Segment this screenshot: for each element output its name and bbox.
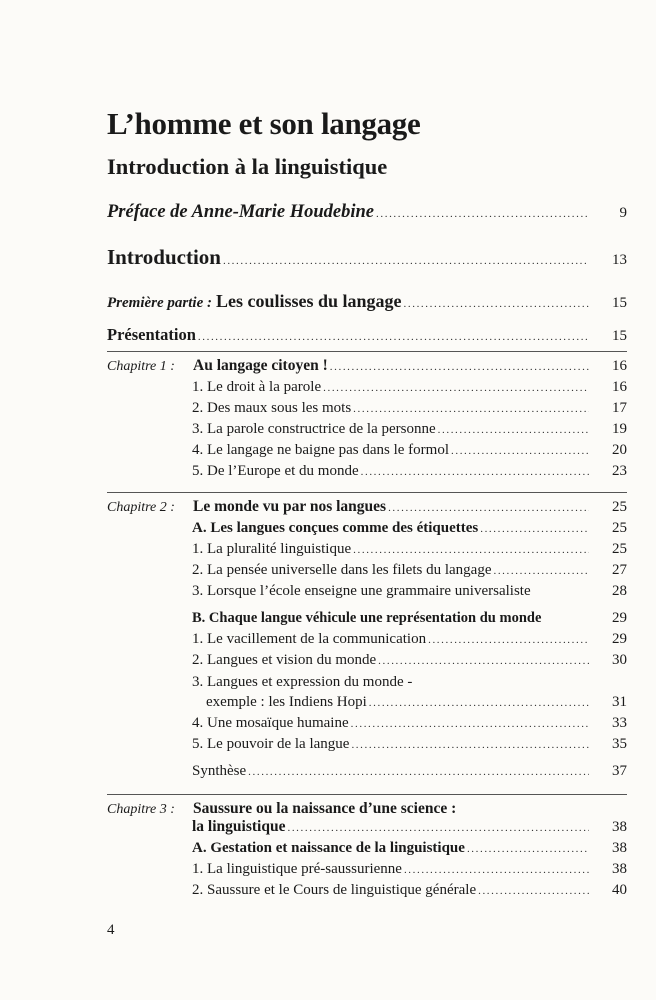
toc-page: 15 bbox=[612, 328, 627, 344]
toc-label: 3. La parole constructrice de la personne bbox=[192, 421, 436, 437]
toc-subentry[interactable] bbox=[192, 674, 627, 691]
leader-dots bbox=[248, 766, 589, 778]
toc-page: 13 bbox=[612, 252, 627, 268]
leader-dots bbox=[351, 718, 589, 730]
leader-dots bbox=[353, 403, 589, 415]
chapter-prefix: Chapitre 3 : bbox=[107, 802, 175, 817]
toc-section-a[interactable] bbox=[192, 520, 627, 537]
toc-entry-part1[interactable] bbox=[107, 291, 627, 312]
toc-subentry[interactable] bbox=[192, 631, 627, 648]
leader-dots bbox=[478, 885, 589, 897]
toc-subentry[interactable] bbox=[192, 715, 627, 732]
toc-page: 30 bbox=[612, 652, 627, 668]
toc-page: 20 bbox=[612, 442, 627, 458]
leader-dots bbox=[428, 634, 589, 646]
toc-entry-chapter1[interactable] bbox=[107, 357, 627, 375]
toc-label: 5. Le pouvoir de la langue bbox=[192, 736, 350, 752]
toc-page: 28 bbox=[612, 583, 627, 599]
toc-page: 37 bbox=[612, 763, 627, 779]
toc-entry-chapter2[interactable] bbox=[107, 498, 627, 516]
toc-subentry[interactable] bbox=[192, 583, 627, 600]
divider bbox=[107, 351, 627, 352]
toc-label: 3. Langues et expression du monde - bbox=[192, 674, 413, 690]
toc-page: 31 bbox=[612, 694, 627, 710]
leader-dots bbox=[323, 382, 589, 394]
toc-entry-introduction[interactable] bbox=[107, 245, 627, 270]
toc-subentry[interactable] bbox=[192, 463, 627, 480]
toc-page: 17 bbox=[612, 400, 627, 416]
leader-dots bbox=[388, 502, 589, 514]
toc-subentry[interactable] bbox=[192, 400, 627, 417]
book-subtitle: Introduction à la linguistique bbox=[107, 154, 388, 179]
leader-dots bbox=[451, 445, 589, 457]
toc-page: 25 bbox=[612, 499, 627, 515]
leader-dots bbox=[351, 739, 589, 751]
leader-dots bbox=[467, 843, 589, 855]
toc-label: A. Gestation et naissance de la linguistique bbox=[192, 840, 465, 856]
leader-dots bbox=[330, 361, 589, 373]
toc-subentry[interactable] bbox=[192, 379, 627, 396]
chapter-prefix: Chapitre 1 : bbox=[107, 359, 175, 374]
divider bbox=[107, 794, 627, 795]
toc-subentry[interactable] bbox=[192, 421, 627, 438]
chapter-prefix: Chapitre 2 : bbox=[107, 500, 175, 515]
book-title: L’homme et son langage bbox=[107, 106, 421, 141]
toc-label: 1. La linguistique pré-saussurienne bbox=[192, 861, 402, 877]
toc-page: 9 bbox=[619, 205, 627, 221]
chapter-title-cont: la linguistique bbox=[192, 818, 286, 835]
toc-label: B. Chaque langue véhicule une représentation du monde bbox=[192, 610, 542, 626]
leader-dots bbox=[404, 298, 589, 310]
leader-dots bbox=[223, 255, 589, 267]
toc-label: 3. Lorsque l’école enseigne une grammaire universaliste bbox=[192, 583, 531, 599]
leader-dots bbox=[404, 864, 589, 876]
leader-dots bbox=[353, 544, 589, 556]
toc-entry-chapter3[interactable] bbox=[107, 800, 627, 818]
toc-label: Présentation bbox=[107, 325, 196, 344]
part-title: Les coulisses du langage bbox=[215, 291, 402, 311]
part-prefix: Première partie : bbox=[107, 295, 212, 311]
toc-label: Introduction bbox=[107, 245, 221, 269]
toc-page: 25 bbox=[612, 520, 627, 536]
leader-dots bbox=[376, 208, 589, 220]
toc-label: 2. Langues et vision du monde bbox=[192, 652, 377, 668]
toc-subentry[interactable] bbox=[192, 442, 627, 459]
toc-subentry[interactable] bbox=[192, 736, 627, 753]
toc-label: 2. Saussure et le Cours de linguistique générale bbox=[192, 882, 477, 898]
toc-label: 2. Des maux sous les mots bbox=[192, 400, 352, 416]
toc-page: 33 bbox=[612, 715, 627, 731]
page-number: 4 bbox=[107, 922, 115, 938]
toc-page: 35 bbox=[612, 736, 627, 752]
leader-dots bbox=[361, 466, 589, 478]
leader-dots bbox=[493, 565, 589, 577]
toc-label: 4. Une mosaïque humaine bbox=[192, 715, 349, 731]
toc-entry-presentation[interactable] bbox=[107, 325, 627, 345]
toc-subentry[interactable] bbox=[192, 652, 627, 669]
toc-page: 16 bbox=[612, 379, 627, 395]
toc-page: 19 bbox=[612, 421, 627, 437]
divider bbox=[107, 492, 627, 493]
chapter-title: Saussure ou la naissance d’une science : bbox=[193, 800, 457, 817]
toc-page: 23 bbox=[612, 463, 627, 479]
leader-dots bbox=[480, 523, 589, 535]
toc-subentry[interactable] bbox=[192, 562, 627, 579]
toc-page: 40 bbox=[612, 882, 627, 898]
toc-page: 38 bbox=[612, 819, 627, 835]
toc-subentry[interactable] bbox=[192, 861, 627, 878]
toc-label: 1. La pluralité linguistique bbox=[192, 541, 352, 557]
toc-synthese[interactable] bbox=[192, 763, 627, 780]
leader-dots bbox=[438, 424, 589, 436]
toc-page: 25 bbox=[612, 541, 627, 557]
toc-page: 29 bbox=[612, 631, 627, 647]
toc-label: exemple : les Indiens Hopi bbox=[206, 694, 367, 710]
leader-dots bbox=[287, 822, 589, 834]
leader-dots bbox=[198, 331, 589, 343]
toc-subentry[interactable] bbox=[192, 541, 627, 558]
toc-label: A. Les langues conçues comme des étiquettes bbox=[192, 520, 479, 536]
toc-section-b[interactable] bbox=[192, 610, 627, 627]
toc-subentry[interactable] bbox=[206, 694, 627, 711]
toc-label: 1. Le droit à la parole bbox=[192, 379, 322, 395]
toc-section-a[interactable] bbox=[192, 840, 627, 857]
toc-page: 38 bbox=[612, 840, 627, 856]
toc-label: 5. De l’Europe et du monde bbox=[192, 463, 359, 479]
chapter-title: Au langage citoyen ! bbox=[193, 357, 328, 374]
toc-page: 27 bbox=[612, 562, 627, 578]
toc-page: 15 bbox=[612, 295, 627, 311]
leader-dots bbox=[378, 655, 589, 667]
toc-label: 2. La pensée universelle dans les filets du langage bbox=[192, 562, 492, 578]
toc-subentry[interactable] bbox=[192, 882, 627, 899]
chapter-title: Le monde vu par nos langues bbox=[193, 498, 387, 515]
toc-entry-chapter3-cont[interactable] bbox=[192, 818, 627, 836]
toc-label: Préface de Anne-Marie Houdebine bbox=[107, 202, 375, 222]
toc-label: 4. Le langage ne baigne pas dans le formol bbox=[192, 442, 449, 458]
toc-page: 16 bbox=[612, 358, 627, 374]
toc-page: 29 bbox=[612, 610, 627, 626]
toc-page: 38 bbox=[612, 861, 627, 877]
leader-dots bbox=[369, 697, 589, 709]
toc-label: Synthèse bbox=[192, 763, 247, 779]
toc-label: 1. Le vacillement de la communication bbox=[192, 631, 427, 647]
toc-entry-preface[interactable] bbox=[107, 202, 627, 223]
